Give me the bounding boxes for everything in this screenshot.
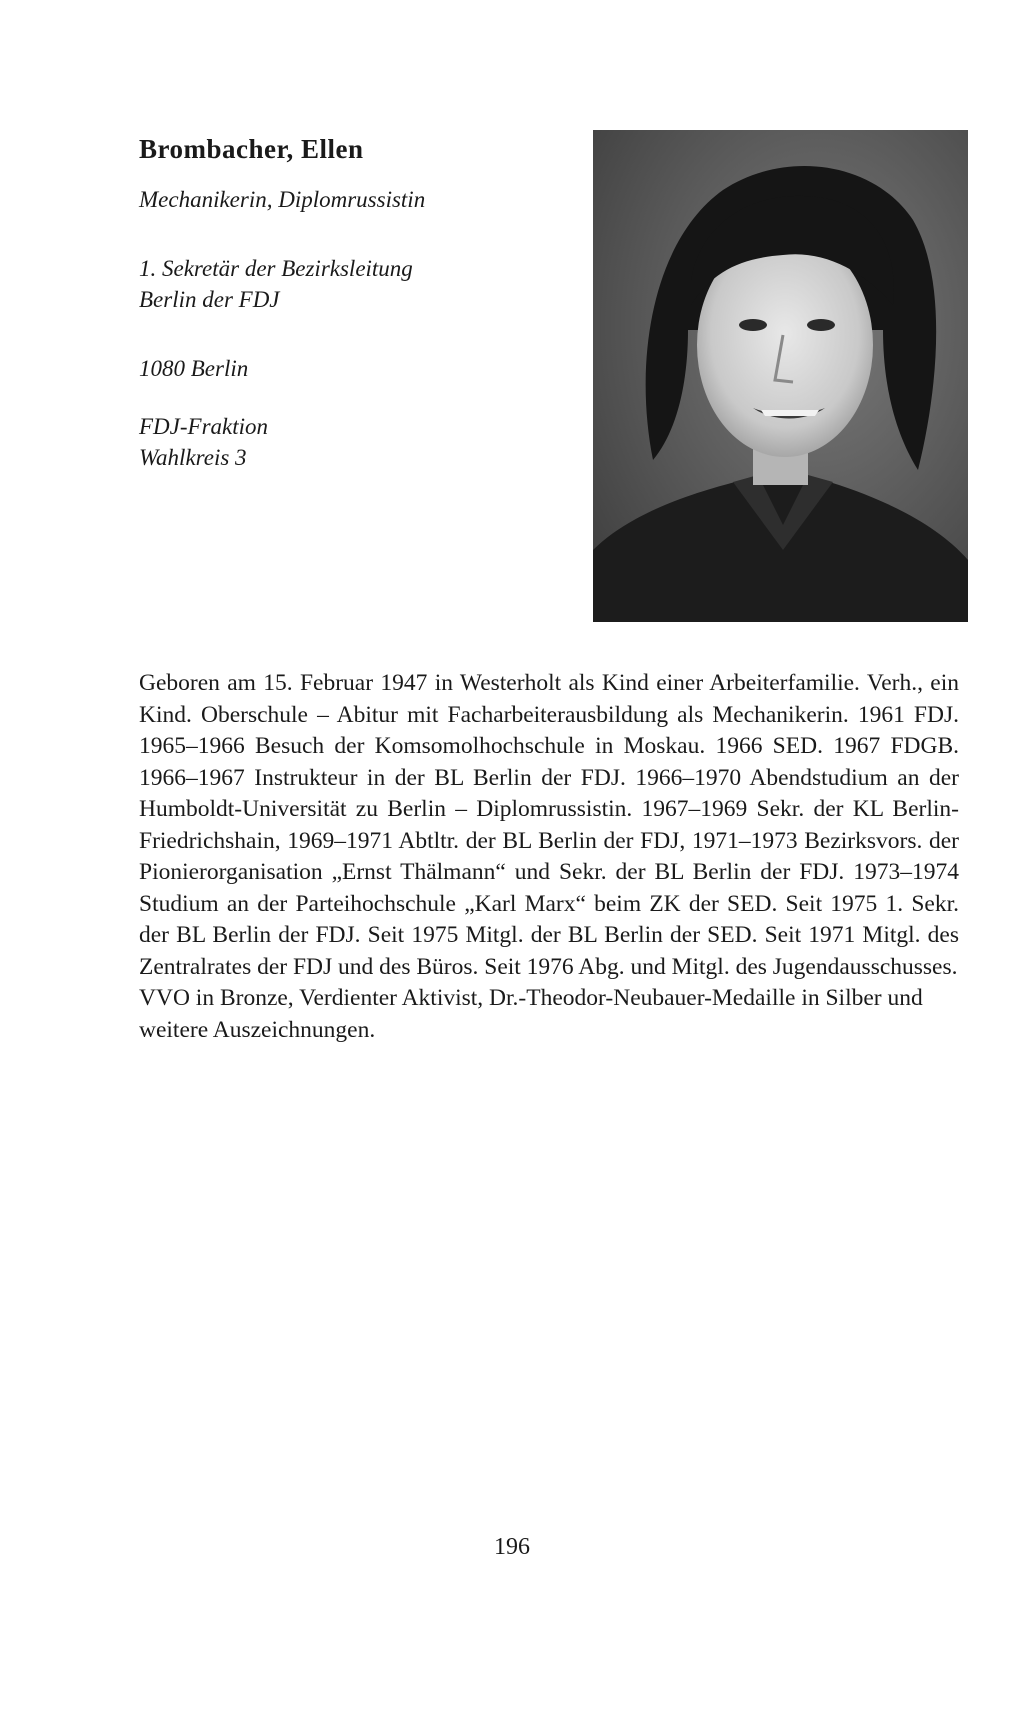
position-block (139, 253, 413, 315)
position-line-1: 1. Sekretär der Bezirksleitung (139, 256, 413, 281)
profession: Mechanikerin, Diplomrussistin (139, 187, 426, 212)
city-block (139, 353, 248, 384)
biography-text: Geboren am 15. Februar 1947 in Westerholt als Kind einer Arbeiterfamilie. Verh., ein Kind. Oberschule – Abitur mit Facharbeiterausbildung als Mechanikerin. 1961 FDJ. 1965–1966 Besuch der Komsomolhochschule in Moskau. 1966 SED. 1967 FDGB. 1966–1967 Instrukteur in der BL Berlin der FDJ. 1966–1970 Abendstudium an der Humboldt-Universität zu Berlin – Diplomrussistin. 1967–1969 Sekr. der KL Berlin-Friedrichshain, 1969–1971 Abtltr. der BL Berlin der FDJ, 1971–1973 Bezirksvors. der Pionierorganisation „Ernst Thälmann“ und Sekr. der BL Berlin der FDJ. 1973–1974 Studium an der Parteihochschule „Karl Marx“ beim ZK der SED. Seit 1975 1. Sekr. der BL Berlin der FDJ. Seit 1975 Mitgl. der BL Berlin der SED. Seit 1971 Mitgl. des Zentralrates der FDJ und des Büros. Seit 1976 Abg. und Mitgl. des Jugendausschusses. (139, 670, 959, 980)
profession-block (139, 184, 425, 215)
entry-name: Brombacher, Ellen (139, 134, 364, 164)
biography (139, 668, 959, 1046)
faction-block (139, 411, 268, 473)
portrait-photo (593, 130, 968, 622)
constituency: Wahlkreis 3 (139, 445, 247, 470)
awards-text: VVO in Bronze, Verdienter Aktivist, Dr.-Theodor-Neubauer-Medaille in Silber und weitere Auszeichnungen. (139, 985, 923, 1043)
page-number: 196 (494, 1534, 530, 1560)
city: 1080 Berlin (139, 356, 249, 381)
faction: FDJ-Fraktion (139, 414, 269, 439)
position-line-2: Berlin der FDJ (139, 287, 280, 312)
